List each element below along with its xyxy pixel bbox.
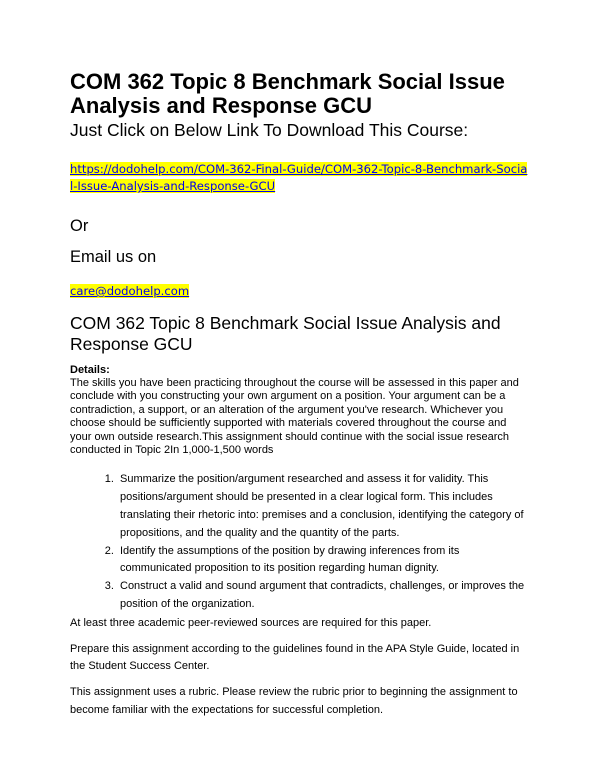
details-text: The skills you have been practicing throughout the course will be assessed in this paper and conclude with you constructing your own argument on a position. Your argument can be a contradiction, a support, or an alteration of the argument you've research. Whichever you choose should be sufficiently supported with materials covered throughout the course and your own outside research.This assignment should continue with the social issue research conducted in Topic 2In 1,000-1,500 words <box>70 377 519 457</box>
email-link-block <box>70 283 528 300</box>
download-instruction: Just Click on Below Link To Download This Course: <box>70 120 469 140</box>
steps-list <box>70 471 528 613</box>
details-label: Details: <box>70 364 110 376</box>
email-link[interactable]: care@dodohelp.com <box>70 284 190 298</box>
email-label: Email us on <box>70 248 157 266</box>
rubric-note: This assignment uses a rubric. Please review the rubric prior to beginning the assignment to become familiar with the expectations for successful completion. <box>70 686 518 716</box>
sources-requirement: At least three academic peer-reviewed sources are required for this paper. <box>70 616 432 629</box>
section-title: COM 362 Topic 8 Benchmark Social Issue Analysis and Response GCU <box>70 313 501 354</box>
list-item: 3. Construct a valid and sound argument that contradicts, challenges, or improves the position of the organization. <box>117 578 528 614</box>
download-link-block <box>70 161 528 195</box>
list-item: 1. Summarize the position/argument researched and assess it for validity. This positions/argument should be presented in a clear logical form. This includes translating their rhetoric into: premises and a conclusion, identifying the category of propositions, and the quality and the quantity of the parts. <box>117 471 528 542</box>
download-link[interactable]: https://dodohelp.com/COM-362-Final-Guide/COM-362-Topic-8-Benchmark-Social-Issue-Analysis-and-Response-GCU <box>70 162 528 193</box>
document-title: COM 362 Topic 8 Benchmark Social Issue Analysis and Response GCU <box>70 69 505 118</box>
list-item: 2. Identify the assumptions of the position by drawing inferences from its communicated proposition to its position regarding human dignity. <box>117 543 528 579</box>
apa-guidelines: Prepare this assignment according to the guidelines found in the APA Style Guide, located in the Student Success Center. <box>70 642 520 673</box>
or-text: Or <box>70 217 89 235</box>
